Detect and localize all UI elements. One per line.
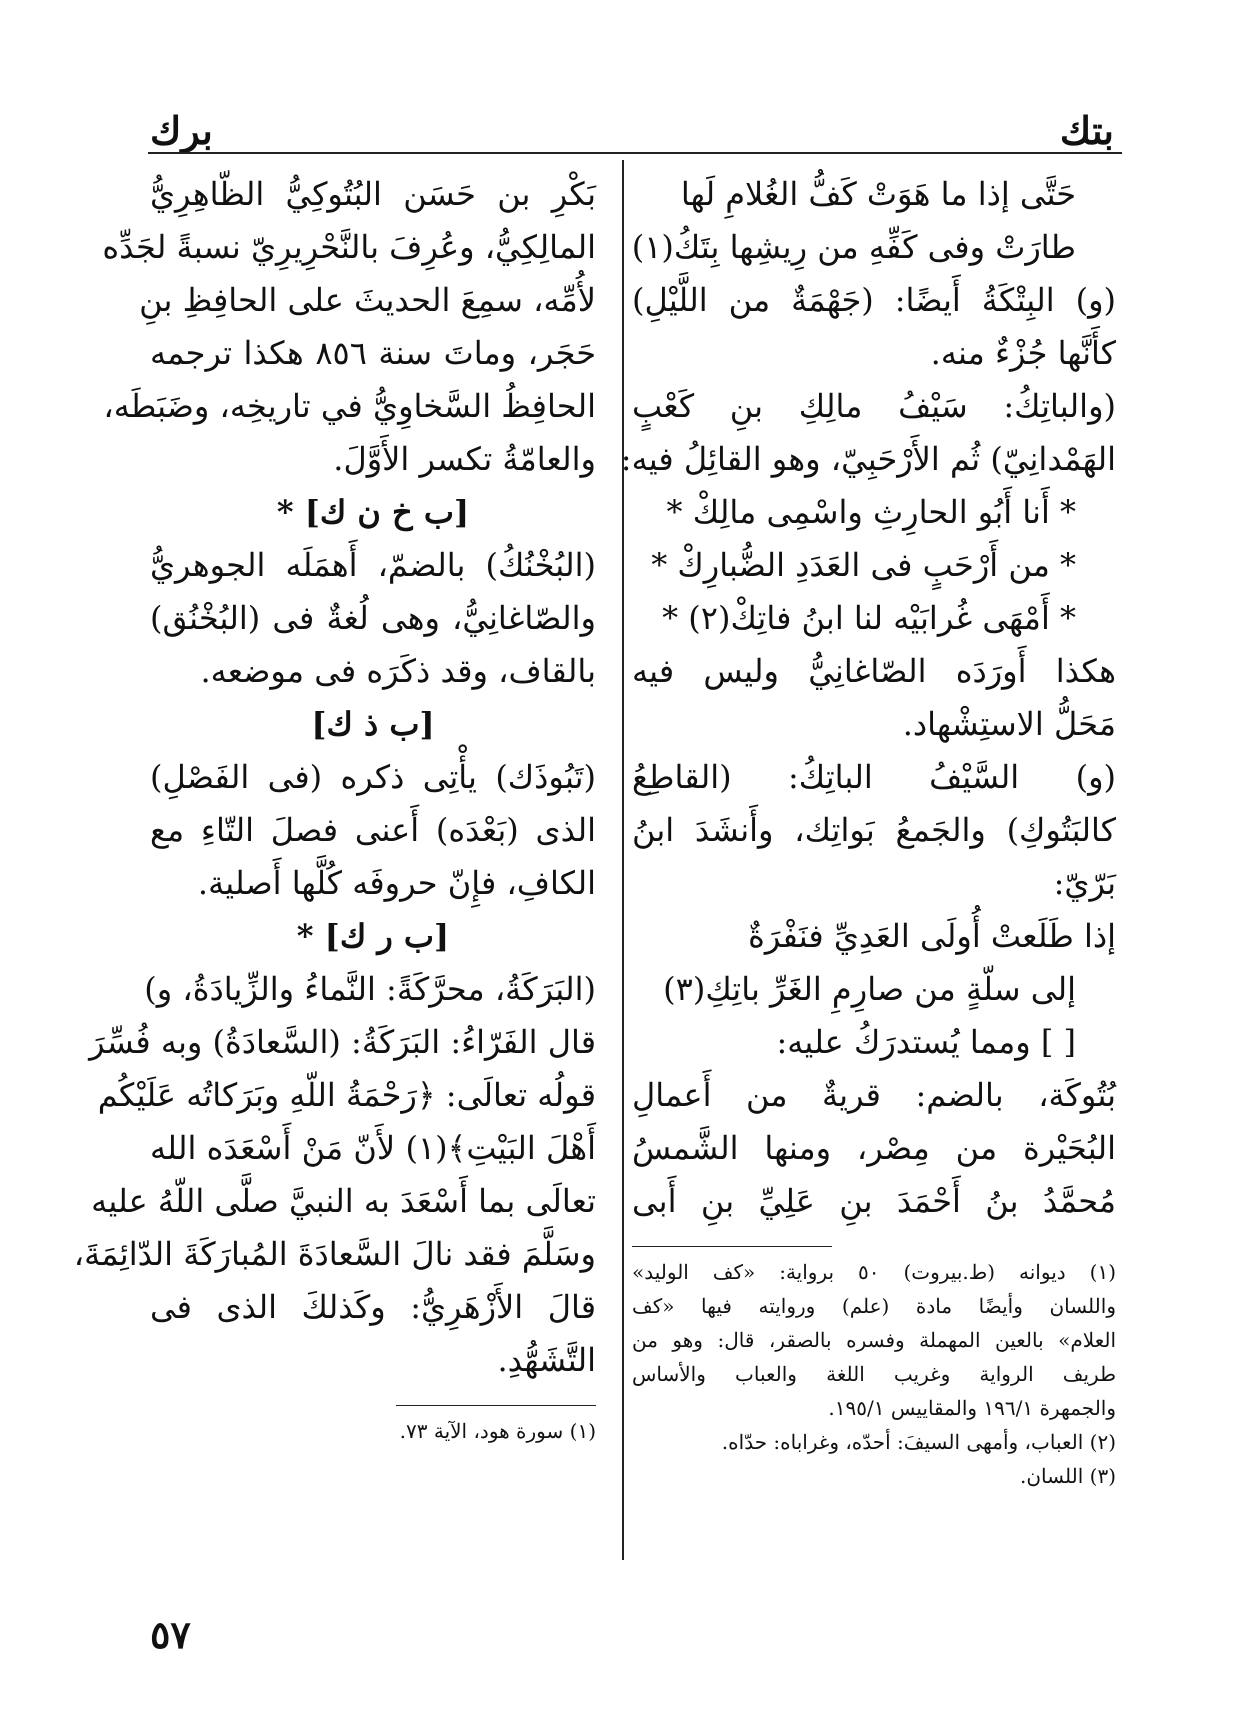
text-line: حَتَّى إذا ما هَوَتْ كَفُّ الغُلامِ لَها xyxy=(680,175,1076,213)
text-line: الهَمْدانِيّ) ثُم الأَرْحَبِيّ، وهو القائِلُ فيه: xyxy=(620,440,1116,478)
text-line: الكافِ، فإِنّ حروفَه كُلَّها أَصلية. xyxy=(197,864,596,902)
text-line: والصّاغانِيُّ، وهى لُغةٌ فى (البُخْنُق) xyxy=(150,599,596,637)
column-divider xyxy=(622,160,624,1560)
text-line: طارَتْ وفى كَفِّهِ من رِيشِها بِتَكُ(١) xyxy=(631,228,1076,266)
footnote-line: طريف الرواية وغريب اللغة والعباب والأساس xyxy=(632,1362,1116,1386)
text-line: تعالَى بما أَسْعَدَ به النبيَّ صلَّى اللّهُ عليه xyxy=(91,1182,596,1220)
text-line: مَحَلُّ الاستِشْهاد. xyxy=(902,705,1116,743)
text-line: البُحَيْرة من مِصْر، ومنها الشَّمسُ xyxy=(632,1129,1116,1167)
entry-heading: [ب ر ك] * xyxy=(296,917,450,955)
text-line: (البَرَكَةُ، محرَّكَةً: النَّماءُ والزِّيادَةُ، و) xyxy=(144,970,596,1008)
text-line: والعامّةُ تكسر الأَوَّلَ. xyxy=(333,440,596,478)
footnote-rule xyxy=(396,1405,596,1406)
text-line: الذى (بَعْدَه) أَعنى فصلَ التّاءِ مع xyxy=(150,811,596,849)
footnote-line: والجمهرة ١٩٦/١ والمقاييس ١٩٥/١. xyxy=(828,1396,1116,1420)
text-line: قال الفَرّاءُ: البَرَكَةُ: (السَّعادَةُ) وبه فُسِّرَ xyxy=(89,1023,596,1061)
text-line: وسَلَّمَ فقد نالَ السَّعادَةَ المُبارَكَةَ الدّائِمَةَ، xyxy=(73,1235,596,1273)
header-right-title: بتك xyxy=(1059,108,1114,153)
text-line: (و) السَّيْفُ الباتِكُ: (القاطِعُ xyxy=(632,758,1116,796)
text-line: * من أَرْحَبٍ فى العَدَدِ الضُّبارِكْ * xyxy=(651,546,1076,584)
entry-heading: [ب ذ ك] xyxy=(311,705,435,743)
text-line: لأُمِّه، سمِعَ الحديثَ على الحافِظِ بنِ xyxy=(139,281,596,319)
text-line: أَهْلَ البَيْتِ﴾(١) لأَنّ مَنْ أَسْعَدَه الله xyxy=(150,1129,597,1167)
text-line: [ ] ومما يُستدرَكُ عليه: xyxy=(776,1023,1076,1061)
text-line: (والباتِكُ: سَيْفُ مالِكِ بنِ كَعْبٍ xyxy=(632,387,1116,425)
footnote-line: (١) سورة هود، الآية ٧٣. xyxy=(399,1419,596,1443)
footnote-line: (٣) اللسان. xyxy=(1020,1464,1116,1488)
header-left-title: برك xyxy=(150,108,213,153)
text-line: بالقاف، وقد ذكَرَه فى موضعه. xyxy=(200,652,596,690)
text-line: (تَبُوذَك) يأْتِى ذكره (فى الفَصْلِ) xyxy=(150,758,596,796)
text-line: هكذا أَورَدَه الصّاغانِيُّ وليس فيه xyxy=(632,652,1116,690)
text-line: بَرّيّ: xyxy=(1053,864,1116,902)
right-column xyxy=(620,168,1116,1493)
header-rule xyxy=(148,152,1122,154)
text-line: حَجَر، وماتَ سنة ٨٥٦ هكذا ترجمه xyxy=(150,334,597,372)
text-line: المالِكِيُّ، وعُرِفَ بالنَّحْرِيرِيّ نسبةً لجَدِّه xyxy=(102,228,596,266)
text-line: (و) البِتْكَةُ أَيضًا: (جَهْمَةٌ من اللَّيْلِ) xyxy=(632,281,1116,319)
text-line: إلى سلّةٍ من صارِمِ الغَرِّ باتِكِ(٣) xyxy=(663,970,1076,1008)
text-line: الحافِظُ السَّخاوِيُّ في تاريخِه، وضَبَطَه، xyxy=(103,387,596,425)
page-number: ٥٧ xyxy=(150,1612,191,1657)
footnote-line: (١) ديوانه (ط.بيروت) ٥٠ برواية: «كف الوليد» xyxy=(632,1260,1116,1284)
text-line: * أَمْهَى غُرابَيْه لنا ابنُ فاتِكْ(٢) * xyxy=(662,599,1076,637)
text-line: قالَ الأَزْهَرِيُّ: وكَذلكَ الذى فى xyxy=(150,1288,596,1326)
text-line: مُحمَّدُ بنُ أَحْمَدَ بنِ عَلِيِّ بنِ أَبى xyxy=(632,1182,1116,1220)
footnote-line: العلام» بالعين المهملة وفسره بالصقر، قال: وهو من xyxy=(632,1328,1116,1352)
footnote-line: واللسان وأيضًا مادة (علم) وروايته فيها «كف xyxy=(632,1294,1116,1318)
entry-heading: [ب خ ن ك] * xyxy=(276,493,470,531)
text-line: * أَنا أَبُو الحارِثِ واسْمِى مالِكْ * xyxy=(666,493,1076,531)
footnote-rule xyxy=(632,1246,832,1247)
text-line: قولُه تعالَى: ﴿رَحْمَةُ اللّهِ وبَرَكاتُه عَلَيْكُم xyxy=(97,1076,596,1114)
text-line: كأَنَّها جُزْءٌ منه. xyxy=(930,334,1116,372)
footnote-line: (٢) العباب، وأمهى السيفَ: أحدّه، وغراباه: حدّاه. xyxy=(721,1430,1116,1454)
text-line: كالبَتُوكِ) والجَمعُ بَواتِك، وأَنشَدَ ابنُ xyxy=(632,811,1116,849)
text-line: التَّشَهُّدِ. xyxy=(497,1341,596,1379)
text-line: (البُخْنُكُ) بالضمّ، أَهمَلَه الجوهريُّ xyxy=(150,546,596,584)
left-column xyxy=(73,168,597,1448)
text-line: بُتُوكَة، بالضم: قريةٌ من أَعمالِ xyxy=(632,1076,1116,1114)
text-line: إذا طَلَعتْ أُولَى العَدِيِّ فنَفْرَةٌ xyxy=(748,917,1116,955)
text-line: بَكْرِ بن حَسَن البُتُوكِيُّ الظّاهِرِيُّ xyxy=(150,175,596,213)
